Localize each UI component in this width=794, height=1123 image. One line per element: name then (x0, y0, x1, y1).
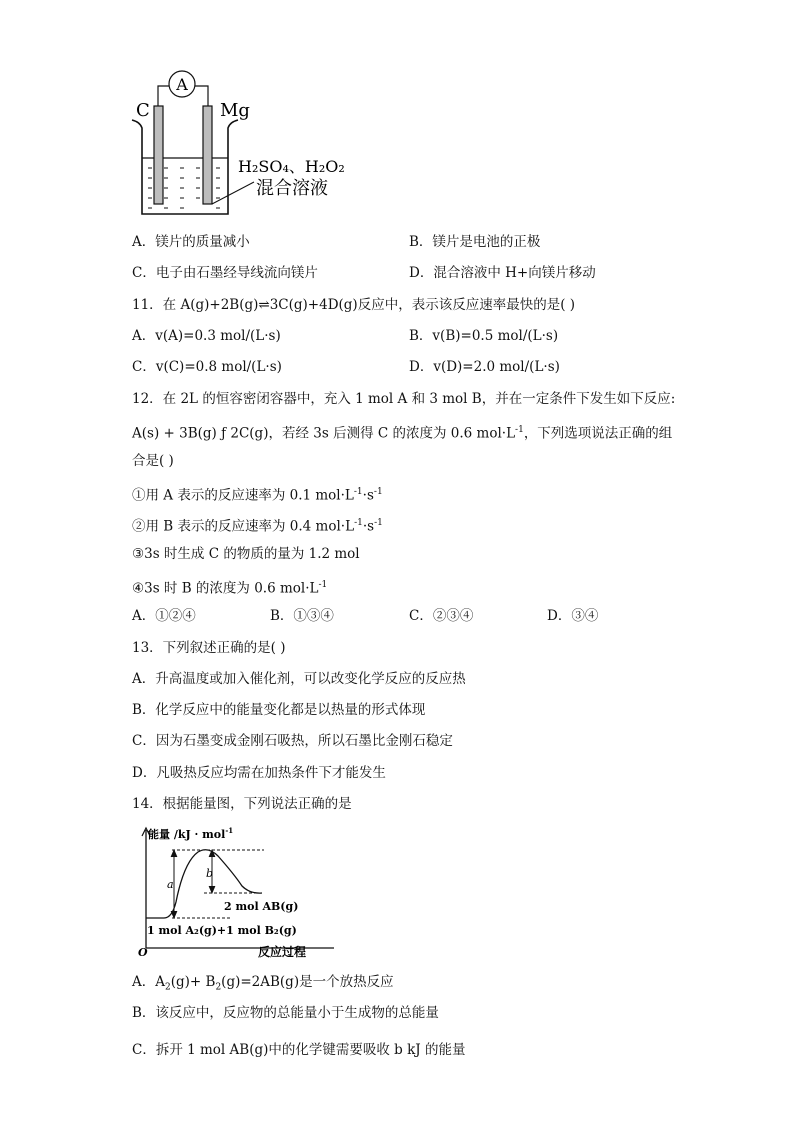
q11-option-b: B．v(B)=0.5 mol/(L·s) (409, 328, 559, 344)
q12-option-b: B．①③④ (270, 608, 334, 624)
arrow-a-head-top (171, 850, 177, 857)
q11-stem: 11．在 A(g)+2B(g)⇌3C(g)+4D(g)反应中，表示该反应速率最快的是( ) (132, 297, 576, 313)
q11-option-d: D．v(D)=2.0 mol/(L·s) (409, 359, 560, 375)
q12-stem-line3: 合是( ) (132, 453, 174, 469)
q11-option-c: C．v(C)=0.8 mol/(L·s) (132, 359, 282, 375)
solution-leader-line (212, 182, 254, 204)
solution-label-line2: 混合溶液 (256, 178, 328, 199)
right-wire (195, 86, 208, 106)
q14-option-b: B．该反应中，反应物的总能量小于生成物的总能量 (132, 1005, 439, 1021)
magnesium-electrode (203, 106, 212, 204)
arrow-a-head-bottom (171, 911, 177, 918)
q10-option-d: D．混合溶液中 H+向镁片移动 (409, 265, 596, 281)
q13-option-c: C．因为石墨变成金刚石吸热，所以石墨比金刚石稳定 (132, 733, 453, 749)
q12-statement-3: ③3s 时生成 C 的物质的量为 1.2 mol (132, 546, 360, 562)
q14-option-c: C．拆开 1 mol AB(g)中的化学键需要吸收 b kJ 的能量 (132, 1042, 466, 1058)
label-b: b (206, 867, 214, 880)
left-wire (158, 86, 169, 106)
product-label: 2 mol AB(g) (224, 900, 299, 913)
q10-option-b: B．镁片是电池的正极 (409, 234, 541, 250)
energy-diagram (134, 822, 374, 962)
q14-option-a: A．$A_2(g)+ B_2(g)=2AB(g)$是一个放热反应 (132, 974, 394, 993)
q12-option-d: D．③④ (547, 608, 599, 624)
q12-statement-2: ②用 B 表示的反应速率为 0.4 $mol\cdot L^{-1}\cdot s^{-1}$ (132, 518, 383, 535)
left-electrode-label: C (136, 100, 150, 121)
q12-statement-1: ①用 A 表示的反应速率为 0.1 $mol\cdot L^{-1}\cdot s^{-1}$ (132, 487, 383, 504)
q14-stem: 14．根据能量图，下列说法正确的是 (132, 796, 352, 812)
q13-stem: 13．下列叙述正确的是( ) (132, 640, 286, 656)
solution-label-line1: H₂SO₄、H₂O₂ (238, 157, 345, 176)
reactant-label: 1 mol A₂(g)+1 mol B₂(g) (147, 924, 297, 937)
q12-stem-line1: 12．在 2L 的恒容密闭容器中，充入 1 mol A 和 3 mol B，并在一定条件下发生如下反应: (132, 391, 676, 407)
q11-option-a: A．v(A)=0.3 mol/(L·s) (132, 328, 281, 344)
arrow-b-head-bottom (209, 886, 215, 893)
galvanic-cell-diagram (128, 64, 368, 224)
carbon-electrode (154, 106, 163, 204)
ammeter-label: A (176, 75, 188, 94)
q10-option-c: C．电子由石墨经导线流向镁片 (132, 265, 318, 281)
q12-statement-4: ④3s 时 B 的浓度为 0.6 $mol\cdot L^{-1}$ (132, 580, 328, 597)
q12-stem-line2: A(s) + 3B(g) ƒ 2C(g)，若经 3s 后测得 C 的浓度为 0.6 $mol\cdot L^{-1}$，下列选项说法正确的组 (132, 425, 673, 442)
q13-option-b: B．化学反应中的能量变化都是以热量的形式体现 (132, 702, 426, 718)
origin-label: O (138, 946, 148, 959)
q12-option-c: C．②③④ (409, 608, 474, 624)
beaker-outline (132, 120, 238, 214)
right-electrode-label: Mg (220, 100, 250, 121)
q13-option-a: A．升高温度或加入催化剂，可以改变化学反应的反应热 (132, 671, 466, 687)
x-axis-label: 反应过程 (258, 945, 307, 959)
q13-option-d: D．凡吸热反应均需在加热条件下才能发生 (132, 765, 386, 781)
y-axis-label: 能量 /kJ · mol$^{-1}$ (148, 826, 234, 841)
label-a: a (167, 878, 174, 891)
q12-option-a: A．①②④ (132, 608, 196, 624)
q10-option-a: A．镁片的质量减小 (132, 234, 250, 250)
